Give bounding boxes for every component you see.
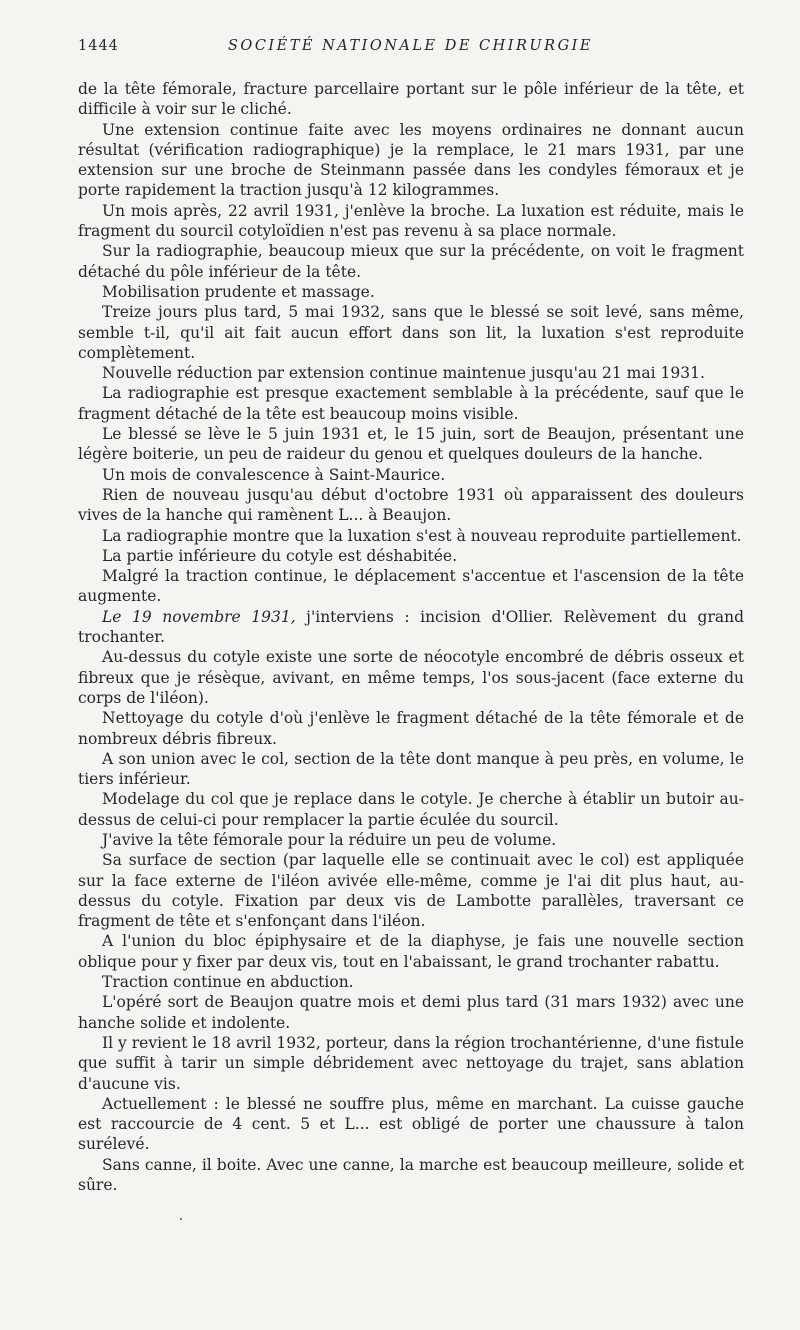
page-number: 1444	[78, 38, 119, 54]
paragraph: Une extension continue faite avec les moyens ordinaires ne donnant aucun résultat (vérification radiographique) je la remplace, le 21 mars 1931, par une extension sur une broche de Steinmann passée dans les condyles fémoraux et je porte rapidement la traction jusqu'à 12 kilogrammes.	[78, 120, 744, 200]
running-title: SOCIÉTÉ NATIONALE DE CHIRURGIE	[228, 38, 593, 54]
paragraph: Traction continue en abduction.	[102, 973, 354, 992]
paragraph: Sur la radiographie, beaucoup mieux que sur la précédente, on voit le fragment détaché du pôle inférieur de la tête.	[78, 242, 744, 281]
paragraph: Nouvelle réduction par extension continue maintenue jusqu'au 21 mai 1931.	[102, 364, 705, 383]
stray-mark	[180, 1218, 182, 1220]
page-header	[78, 38, 744, 60]
paragraph: A son union avec le col, section de la tête dont manque à peu près, en volume, le tiers inférieur.	[78, 749, 744, 789]
body-text	[78, 79, 744, 1195]
italic-date: Le 19 novembre 1931,	[102, 607, 296, 626]
paragraph: Il y revient le 18 avril 1932, porteur, dans la région trochantérienne, d'une fistule que suffit à tarir un simple débridement avec nettoyage du trajet, sans ablation d'aucune vis.	[78, 1033, 744, 1093]
paragraph: Actuellement : le blessé ne souffre plus, même en marchant. La cuisse gauche est raccourcie de 4 cent. 5 et L... est obligé de porter une chaussure à talon surélevé.	[78, 1094, 744, 1154]
paragraph: Nettoyage du cotyle d'où j'enlève le fragment détaché de la tête fémorale et de nombreux débris fibreux.	[78, 709, 744, 748]
paragraph: Treize jours plus tard, 5 mai 1932, sans que le blessé se soit levé, sans même, semble t-il, qu'il ait fait aucun effort dans son lit, la luxation s'est reproduite complètement.	[78, 303, 744, 362]
paragraph: Sans canne, il boite. Avec une canne, la marche est beaucoup meilleure, solide et sûre.	[78, 1155, 744, 1195]
paragraph: Au-dessus du cotyle existe une sorte de néocotyle encombré de débris osseux et fibreux que je résèque, avivant, en même temps, l'os sous-jacent (face externe du corps de l'iléon).	[78, 648, 744, 707]
paragraph: Malgré la traction continue, le déplacement s'accentue et l'ascension de la tête augmente.	[78, 567, 744, 606]
paragraph: La radiographie est presque exactement semblable à la précédente, sauf que le fragment détaché de la tête est beaucoup moins visible.	[78, 384, 744, 423]
paragraph: L'opéré sort de Beaujon quatre mois et demi plus tard (31 mars 1932) avec une hanche solide et indolente.	[78, 993, 744, 1032]
paragraph: La partie inférieure du cotyle est déshabitée.	[102, 546, 458, 565]
paragraph: Mobilisation prudente et massage.	[102, 282, 375, 301]
paragraph: Sa surface de section (par laquelle elle se continuait avec le col) est appliquée sur la face externe de l'iléon avivée elle-même, comme je l'ai dit plus haut, au-dessus du cotyle. Fixation par deux vis de Lambotte parallèles, traversant ce fragment de tête et s'enfonçant dans l'iléon.	[78, 851, 744, 931]
paragraph: La radiographie montre que la luxation s'est à nouveau reproduite partiellement.	[102, 526, 742, 545]
paragraph-intervention	[78, 607, 744, 648]
paragraph: A l'union du bloc épiphysaire et de la diaphyse, je fais une nouvelle section oblique pour y fixer par deux vis, tout en l'abaissant, le grand trochanter rabattu.	[78, 932, 744, 971]
paragraph: Un mois de convalescence à Saint-Maurice.	[102, 465, 446, 484]
paragraph-text: j'interviens : incision d'Ollier. Relèvement du grand trochanter.	[78, 607, 744, 647]
paragraph: de la tête fémorale, fracture parcellaire portant sur le pôle inférieur de la tête, et difficile à voir sur le cliché.	[78, 80, 744, 119]
paragraph: Un mois après, 22 avril 1931, j'enlève la broche. La luxation est réduite, mais le fragment du sourcil cotyloïdien n'est pas revenu à sa place normale.	[78, 201, 744, 241]
paragraph: Rien de nouveau jusqu'au début d'octobre 1931 où apparaissent des douleurs vives de la hanche qui ramènent L... à Beaujon.	[78, 485, 744, 525]
paragraph: Modelage du col que je replace dans le cotyle. Je cherche à établir un butoir au-dessus de celui-ci pour remplacer la partie éculée du sourcil.	[78, 790, 744, 829]
paragraph: Le blessé se lève le 5 juin 1931 et, le 15 juin, sort de Beaujon, présentant une légère boiterie, un peu de raideur du genou et quelques douleurs de la hanche.	[78, 425, 744, 464]
paragraph: J'avive la tête fémorale pour la réduire un peu de volume.	[102, 830, 557, 849]
